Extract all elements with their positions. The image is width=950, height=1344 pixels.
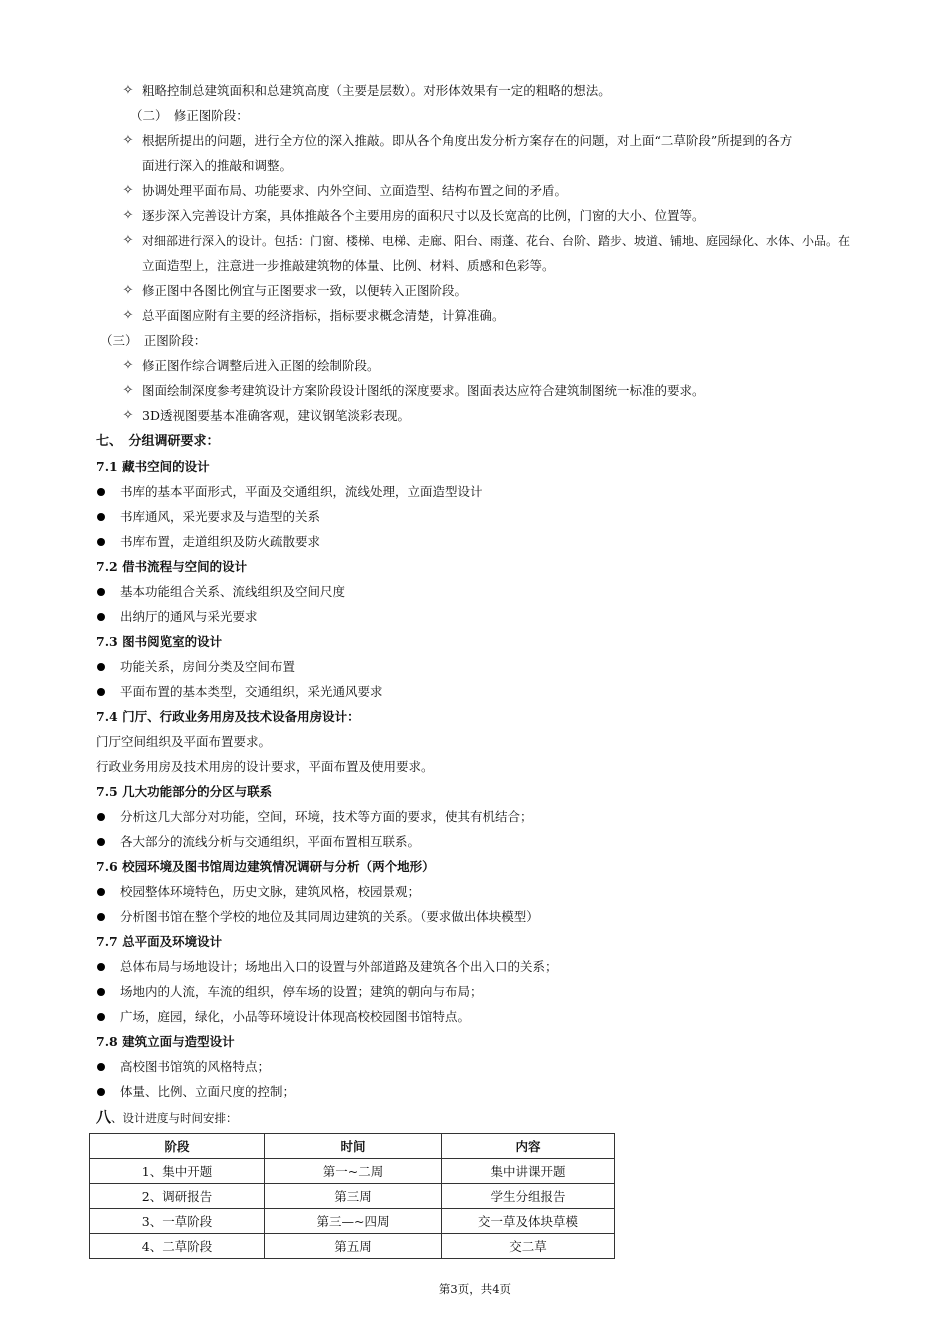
bullet-icon bbox=[97, 1088, 105, 1096]
table-cell: 交一草及体块草模 bbox=[442, 1209, 615, 1234]
bullet-icon bbox=[97, 913, 105, 921]
table-header-row bbox=[90, 1134, 615, 1159]
table-cell: 集中讲课开题 bbox=[442, 1159, 615, 1184]
table-cell: 4、二草阶段 bbox=[90, 1234, 265, 1259]
diamond-icon: ✧ bbox=[122, 133, 134, 148]
section-heading: 七、 分组调研要求： bbox=[96, 434, 220, 449]
diamond-icon: ✧ bbox=[122, 383, 134, 398]
diamond-icon: ✧ bbox=[122, 233, 134, 248]
paragraph: 行政业务用房及技术用房的设计要求，平面布置及使用要求。 bbox=[96, 759, 434, 774]
diamond-icon: ✧ bbox=[122, 208, 134, 223]
bullet-icon bbox=[97, 1013, 105, 1021]
subsection-title: 7.7 总平面及环境设计 bbox=[96, 934, 223, 949]
bullet-icon bbox=[97, 663, 105, 671]
table-cell: 第三周 bbox=[265, 1184, 442, 1209]
page-footer: 第3页，共4页 bbox=[438, 1282, 512, 1296]
bullet-icon bbox=[97, 688, 105, 696]
subsection-heading: （二） 修正图阶段： bbox=[130, 108, 249, 123]
bullet-icon bbox=[97, 963, 105, 971]
subsection-title: 7.8 建筑立面与造型设计 bbox=[96, 1034, 235, 1049]
section-heading: 八、设计进度与时间安排： bbox=[96, 1108, 238, 1126]
table-row bbox=[90, 1159, 615, 1184]
bullet-icon bbox=[97, 488, 105, 496]
bullet-icon bbox=[97, 988, 105, 996]
table-row bbox=[90, 1209, 615, 1234]
subsection-title: 7.5 几大功能部分的分区与联系 bbox=[96, 784, 273, 799]
table-row bbox=[90, 1184, 615, 1209]
diamond-icon: ✧ bbox=[122, 358, 134, 373]
column-header: 时间 bbox=[265, 1134, 442, 1159]
subsection-title: 7.2 借书流程与空间的设计 bbox=[96, 559, 248, 574]
table-cell: 第三—~四周 bbox=[265, 1209, 442, 1234]
table-cell: 2、调研报告 bbox=[90, 1184, 265, 1209]
list-item-continuation: 面进行深入的推敲和调整。 bbox=[142, 158, 293, 173]
subsection-title: 7.4 门厅、行政业务用房及技术设备用房设计： bbox=[96, 709, 360, 724]
table-cell: 交二草 bbox=[442, 1234, 615, 1259]
table-row bbox=[90, 1234, 615, 1259]
document-page: ✧ 粗略控制总建筑面积和总建筑高度（主要是层数）。对形体效果有一定的粗略的想法。 （二） 修正图阶段： ✧ 根据所提出的问题，进行全方位的深入推敲。即从各个角度出发分析方案存在的问题，对上面“二草阶段”所提到的各方 面进行深入的推敲和调整。 ✧ 协调处理平面布局、功能要求、内外空间、立面造型、结构布置之间的矛盾。 ✧ 逐步深入完善设计方案，具体推敲各个主要用房的面积尺寸以及长宽高的比例，门窗的大小、位置等。 ✧ 对细部进行深入的设计。包括：门窗、楼梯、电梯、走廊、阳台、雨蓬、花台、台阶、踏步、坡道、铺地、庭园绿化、水体、小品。在 立面造型上，注意进一步推敲建筑物的体量、比例、材料、质感和色彩等。 ✧ 修正图中各图比例宜与正图要求一致，以便转入正图阶段。 ✧ 总平面图应附有主要的经济指标，指标要求概念清楚，计算准确。 （三） 正图阶段： ✧ 修正图作综合调整后进入正图的绘制阶段。 ✧ 图面绘制深度参考建筑设计方案阶段设计图纸的深度要求。图面表达应符合建筑制图统一标准的要求。 ✧ 3D透视图要基本准确客观，建议钢笔淡彩表现。 七、 分组调研要求： 7.1 藏书空间的设计 书库的基本平面形式，平面及交通组织，流线处理，立面造型设计 书库通风，采光要求及与造型的关系 书库布置，走道组织及防火疏散要求 7.2 借书流程与空间的设计 基本功能组合关系、流线组织及空间尺度 出纳厅的通风与采光要求 7.3 图书阅览室的设计 功能关系，房间分类及空间布置 平面布置的基本类型，交通组织，采光通风要求 7.4 门厅、行政业务用房及技术设备用房设计： 门厅空间组织及平面布置要求。 行政业务用房及技术用房的设计要求，平面布置及使用要求。 7.5 几大功能部分的分区与联系 分析这几大部分对功能，空间，环境，技术等方面的要求，使其有机结合； 各大部分的流线分析与交通组织，平面布置相互联系。 7.6 校园环境及图书馆周边建筑情况调研与分析（两个地形） 校园整体环境特色，历史文脉，建筑风格，校园景观； 分析图书馆在整个学校的地位及其同周边建筑的关系。（要求做出体块模型） 7.7 总平面及环境设计 总体布局与场地设计；场地出入口的设置与外部道路及建筑各个出入口的关系； 场地内的人流，车流的组织，停车场的设置；建筑的朝向与布局； 广场，庭园，绿化，小品等环境设计体现高校校园图书馆特点。 7.8 建筑立面与造型设计 高校图书馆筑的风格特点； 体量、比例、立面尺度的控制； 八、设计进度与时间安排： 阶段 时间 内容 1、集中开题 第一~二周 集中讲课开题 2、调研报告 第三周 学生分组报告 3、一草阶段 第三—~四周 交一草及体块草模 4、二草阶段 第五周 交二草 第3页，共4页 bbox=[0, 0, 950, 1344]
bullet-icon bbox=[97, 1063, 105, 1071]
bullet-icon bbox=[97, 588, 105, 596]
bullet-icon bbox=[97, 613, 105, 621]
schedule-table bbox=[89, 1133, 615, 1259]
table-cell: 第五周 bbox=[265, 1234, 442, 1259]
bullet-icon bbox=[97, 813, 105, 821]
bullet-icon bbox=[97, 538, 105, 546]
subsection-title: 7.6 校园环境及图书馆周边建筑情况调研与分析（两个地形） bbox=[96, 859, 435, 874]
column-header: 内容 bbox=[442, 1134, 615, 1159]
diamond-icon: ✧ bbox=[122, 183, 134, 198]
diamond-icon: ✧ bbox=[122, 83, 134, 98]
subsection-heading: （三） 正图阶段： bbox=[100, 333, 207, 348]
bullet-icon bbox=[97, 513, 105, 521]
paragraph: 门厅空间组织及平面布置要求。 bbox=[96, 734, 272, 749]
diamond-icon: ✧ bbox=[122, 308, 134, 323]
table-cell: 1、集中开题 bbox=[90, 1159, 265, 1184]
diamond-icon: ✧ bbox=[122, 283, 134, 298]
bullet-icon bbox=[97, 888, 105, 896]
subsection-title: 7.1 藏书空间的设计 bbox=[96, 459, 210, 474]
table-cell: 3、一草阶段 bbox=[90, 1209, 265, 1234]
list-item-continuation: 立面造型上，注意进一步推敲建筑物的体量、比例、材料、质感和色彩等。 bbox=[142, 258, 555, 273]
subsection-title: 7.3 图书阅览室的设计 bbox=[96, 634, 223, 649]
table-cell: 学生分组报告 bbox=[442, 1184, 615, 1209]
diamond-icon: ✧ bbox=[122, 408, 134, 423]
table-cell: 第一~二周 bbox=[265, 1159, 442, 1184]
column-header: 阶段 bbox=[90, 1134, 265, 1159]
bullet-icon bbox=[97, 838, 105, 846]
